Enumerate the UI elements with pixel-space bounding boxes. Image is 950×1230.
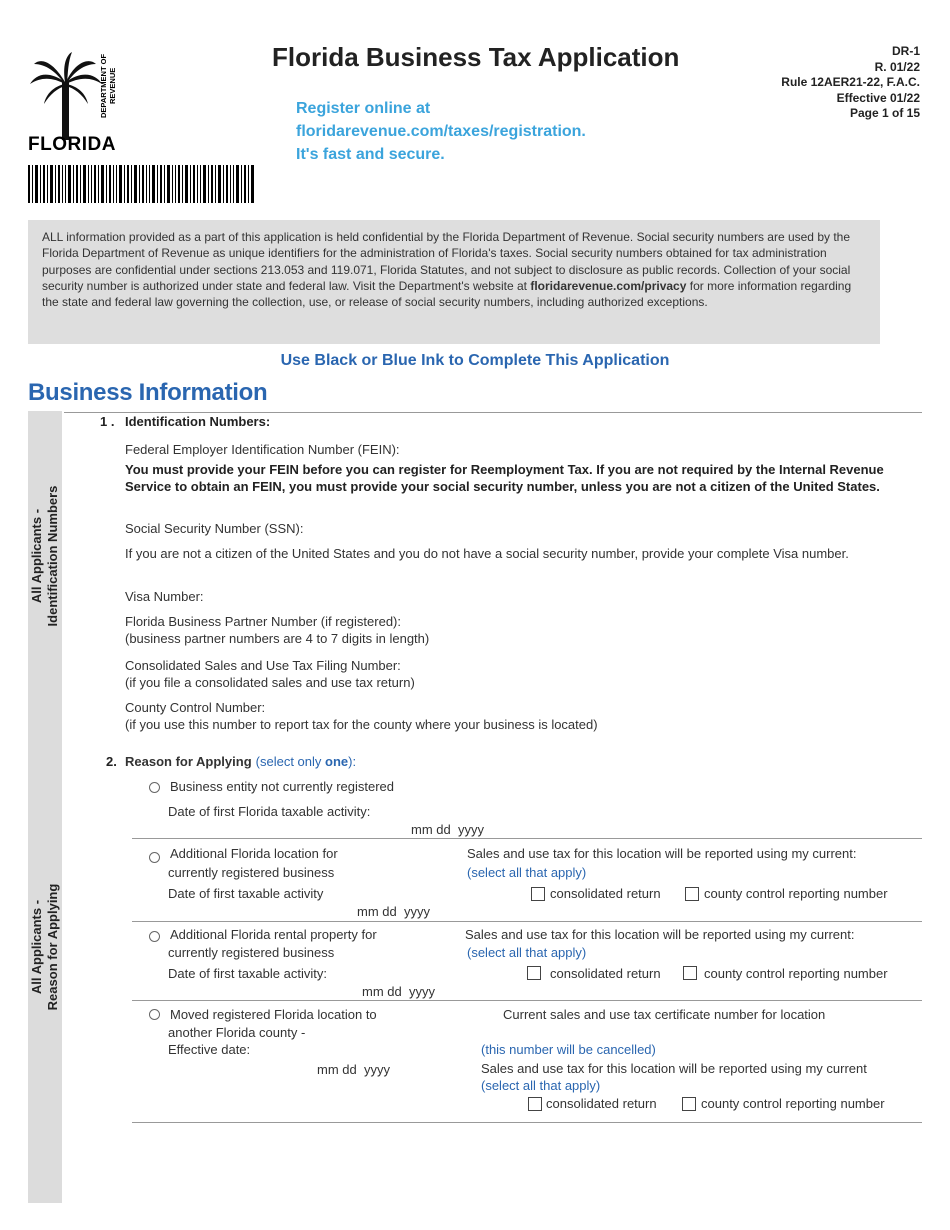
sidebar-label-line: All Applicants - [29, 899, 44, 995]
opt3-date-format: mm dd yyyy [362, 984, 435, 999]
opt1-date-label: Date of first Florida taxable activity: [168, 804, 371, 819]
form-title: Florida Business Tax Application [272, 42, 680, 72]
form-identifier-block [781, 44, 920, 122]
radio-not-registered[interactable] [149, 782, 160, 793]
opt2-line1: Additional Florida location for [170, 846, 338, 861]
fein-requirement-note: You must provide your FEIN before you can register for Reemployment Tax. If you are not required by the Internal Revenue Service to obtain an FEIN, you must provide your social security number, unless you are not a citizen of the United States. [125, 462, 884, 494]
sidebar-label-reason [29, 847, 61, 1047]
divider [132, 921, 922, 922]
form-number: DR-1 [891, 44, 920, 58]
sidebar-label-identification [29, 456, 61, 656]
radio-moved-location[interactable] [149, 1009, 160, 1020]
sidebar-label-line: All Applicants - [29, 508, 44, 604]
opt4-cert-label: Current sales and use tax certificate number for location [503, 1007, 826, 1022]
opt2-select-all: (select all that apply) [467, 865, 587, 880]
notice-text-1: ALL information provided as a part of this application is held confidential by the Florida Department of Revenue. Social security numbers are used by the Florida Department of Revenue as unique identifiers for the administration of Florida's taxes. Social security numbers obtained for tax administration purposes are confidential under sections 213.053 and 119.071, Florida Statutes, and not subject to disclosure as public records. Collection of your social security number is authorized under state and federal law. Visit the Department's website at [42, 230, 851, 293]
opt4-consolidated-checkbox[interactable] [528, 1097, 542, 1111]
business-partner-note: (business partner numbers are 4 to 7 digits in length) [125, 631, 430, 646]
register-link[interactable]: floridarevenue.com/taxes/registration. [296, 123, 586, 140]
opt2-date-label: Date of first taxable activity [168, 886, 324, 901]
visa-note: If you are not a citizen of the United States and you do not have a social security number, provide your complete Visa number. [125, 546, 849, 561]
county-control-note: (if you use this number to report tax for the county where your business is located) [125, 717, 598, 732]
opt2-consolidated-label: consolidated return [550, 886, 661, 901]
register-line-3: It's fast and secure. [296, 146, 445, 163]
radio-additional-location[interactable] [149, 852, 160, 863]
consolidated-filing-note: (if you file a consolidated sales and use tax return) [125, 675, 415, 690]
divider [132, 1000, 922, 1001]
form-effective: Effective 01/22 [836, 90, 920, 105]
opt3-county-checkbox[interactable] [683, 966, 697, 980]
q2-select-prefix: (select only [255, 754, 326, 769]
business-partner-label: Florida Business Partner Number (if registered): [125, 614, 401, 629]
opt3-consolidated-label: consolidated return [550, 966, 661, 981]
opt4-select-all: (select all that apply) [481, 1078, 601, 1093]
q2-number: 2. [106, 754, 117, 769]
divider [132, 1122, 922, 1123]
ink-instruction: Use Black or Blue Ink to Complete This Application [280, 352, 670, 369]
opt4-cancel-note: (this number will be cancelled) [481, 1042, 656, 1057]
ssn-label: Social Security Number (SSN): [125, 521, 304, 536]
visa-label: Visa Number: [125, 589, 204, 604]
logo-wordmark: FLORIDA [28, 134, 116, 155]
q1-number: 1 . [100, 414, 115, 429]
opt3-date-label: Date of first taxable activity: [168, 966, 327, 981]
opt2-county-checkbox[interactable] [685, 887, 699, 901]
opt3-line2: currently registered business [168, 945, 335, 960]
radio-rental-property[interactable] [149, 931, 160, 942]
register-line-1: Register online at [296, 100, 431, 117]
opt4-line2: another Florida county - [168, 1025, 306, 1040]
opt4-county-checkbox[interactable] [682, 1097, 696, 1111]
q2-heading: Reason for Applying [125, 754, 252, 769]
fein-label: Federal Employer Identification Number (FEIN): [125, 442, 400, 457]
opt4-right-label: Sales and use tax for this location will be reported using my current [481, 1061, 867, 1076]
opt3-select-all: (select all that apply) [467, 945, 587, 960]
register-online-notice [296, 97, 586, 166]
opt3-line1: Additional Florida rental property for [170, 927, 377, 942]
confidentiality-notice [28, 220, 880, 344]
opt2-date-format: mm dd yyyy [357, 904, 430, 919]
q2-select-one: one [325, 754, 349, 769]
opt3-right-label: Sales and use tax for this location will be reported using my current: [465, 927, 855, 942]
consolidated-filing-label: Consolidated Sales and Use Tax Filing Number: [125, 658, 401, 673]
opt1-label: Business entity not currently registered [170, 779, 394, 794]
opt4-consolidated-label: consolidated return [546, 1096, 657, 1111]
opt2-right-label: Sales and use tax for this location will be reported using my current: [467, 846, 857, 861]
barcode [28, 165, 254, 203]
county-control-label: County Control Number: [125, 700, 266, 715]
notice-text-2: for more information regarding the state and federal law governing the collection, use, or release of social security numbers, including authorized exceptions. [42, 278, 852, 310]
sidebar-label-line: Identification Numbers [45, 485, 60, 627]
opt2-line2: currently registered business [168, 865, 335, 880]
opt3-consolidated-checkbox[interactable] [527, 966, 541, 980]
department-vertical-text: DEPARTMENT OF REVENUE [99, 53, 117, 119]
q2-select-suffix: ): [348, 754, 357, 769]
opt1-date-format: mm dd yyyy [411, 822, 484, 837]
opt4-line1: Moved registered Florida location to [170, 1007, 377, 1022]
opt3-county-label: county control reporting number [704, 966, 888, 981]
opt2-county-label: county control reporting number [704, 886, 888, 901]
q1-heading: Identification Numbers: [125, 414, 271, 429]
sidebar-label-line: Reason for Applying [45, 883, 60, 1011]
opt4-date-label: Effective date: [168, 1042, 251, 1057]
opt4-county-label: county control reporting number [701, 1096, 885, 1111]
divider [132, 838, 922, 839]
form-rule: Rule 12AER21-22, F.A.C. [781, 75, 920, 89]
q2-heading-line [125, 753, 356, 770]
section-sidebar [28, 411, 62, 1203]
page-number: Page 1 of 15 [849, 106, 920, 120]
section-title: Business Information [28, 379, 268, 406]
privacy-link[interactable]: floridarevenue.com/privacy [530, 278, 687, 293]
form-revision: R. 01/22 [874, 59, 920, 74]
opt2-consolidated-checkbox[interactable] [531, 887, 545, 901]
opt4-date-format: mm dd yyyy [317, 1062, 390, 1077]
